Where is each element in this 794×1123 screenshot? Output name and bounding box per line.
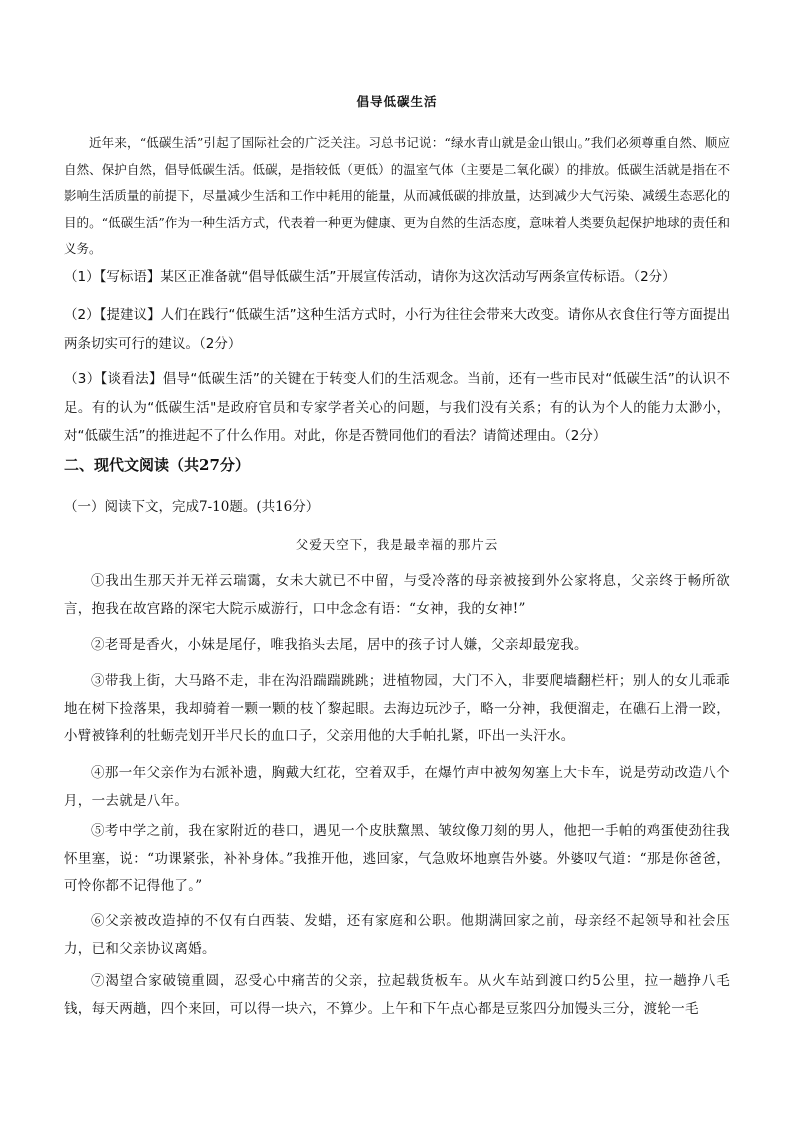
question-2: （2）【提建议】人们在践行“低碳生活”这种生活方式时，小行为往往会带来大改变。请你从衣食住行等方面提出两条切实可行的建议。（2分） bbox=[64, 307, 730, 352]
paragraph-5: ⑤考中学之前，我在家附近的巷口，遇见一个皮肤黧黑、皱纹像刀刻的男人，他把一手帕的鸡蛋使劲往我怀里塞，说：“功课紧张，补补身体。”我推开他，逃回家，气急败坏地禀告外婆。外婆叹气道：“那是你爸爸，可怜你都不记得他了。” bbox=[64, 823, 730, 894]
question-3: （3）【谈看法】倡导“低碳生活”的关键在于转变人们的生活观念。当前，还有一些市民对“低碳生活”的认识不足。有的认为“低碳生活"是政府官员和专家学者关心的问题，与我们没有关系；有的认为个人的能力太渺小，对“低碳生活”的推进起不了什么作用。对此，你是否赞同他们的看法？请简述理由。（2分） bbox=[64, 371, 730, 444]
reading2-title: 父爱天空下，我是最幸福的那片云 bbox=[295, 537, 499, 552]
paragraph-4: ④那一年父亲作为右派补遗，胸戴大红花，空着双手，在爆竹声中被匆匆塞上大卡车，说是劳动改造八个月，一去就是八年。 bbox=[64, 765, 730, 809]
paragraph-7: ⑦渴望合家破镜重圆，忍受心中痛苦的父亲，拉起载货板车。从火车站到渡口约5公里，拉一趟挣八毛钱，每天两趟，四个来回，可以得一块六，不算少。上午和下午点心都是豆浆四分加馒头三分，渡轮一毛 bbox=[64, 973, 730, 1017]
question-1: （1）【写标语】某区正准备就“倡导低碳生活”开展宣传活动，请你为这次活动写两条宣传标语。（2分） bbox=[64, 269, 676, 285]
reading1-title: 倡导低碳生活 bbox=[356, 94, 438, 109]
paragraph-6: ⑥父亲被改造掉的不仅有白西装、发蜡，还有家庭和公职。他期满回家之前，母亲经不起领导和社会压力，已和父亲协议离婚。 bbox=[64, 913, 730, 957]
paragraph-1: ①我出生那天并无祥云瑞霭，女未大就已不中留，与受冷落的母亲被接到外公家将息，父亲终于畅所欲言，抱我在故宫路的深宅大院示威游行，口中念念有语：“女神，我的女神!” bbox=[64, 573, 730, 617]
paragraph-3: ③带我上街，大马路不走，非在沟沿踹踹跳跳；进植物园，大门不入，非要爬墙翻栏杆；别人的女儿乖乖地在树下捡落果，我却骑着一颗一颗的枝丫黎起眼。去海边玩沙子，略一分神，我便溜走，在礁石上滑一跤，小臂被锋利的牡蛎壳划开半尺长的血口子，父亲用他的大手帕扎紧，吓出一头汗水。 bbox=[64, 673, 730, 744]
section-heading: 二、现代文阅读（共27分） bbox=[64, 456, 250, 474]
sub-heading: （一）阅读下文，完成7-10题。(共16分） bbox=[64, 499, 320, 515]
reading1-intro: 近年来，“低碳生活”引起了国际社会的广泛关注。习总书记说：“绿水青山就是金山银山。”我们必须尊重自然、顺应自然、保护自然，倡导低碳生活。低碳，是指较低（更低）的温室气体（主要是二氧化碳）的排放。低碳生活就是指在不影响生活质量的前提下，尽量减少生活和工作中耗用的能量，从而减低碳的排放量，达到减少大气污染、减缓生态恶化的目的。“低碳生活”作为一种生活方式，代表着一种更为健康、更为自然的生活态度，意味着人类要负起保护地球的责任和义务。 bbox=[64, 135, 730, 256]
paragraph-2: ②老哥是香火，小妹是尾仔，唯我掐头去尾，居中的孩子讨人嫌，父亲却最宠我。 bbox=[91, 637, 588, 653]
